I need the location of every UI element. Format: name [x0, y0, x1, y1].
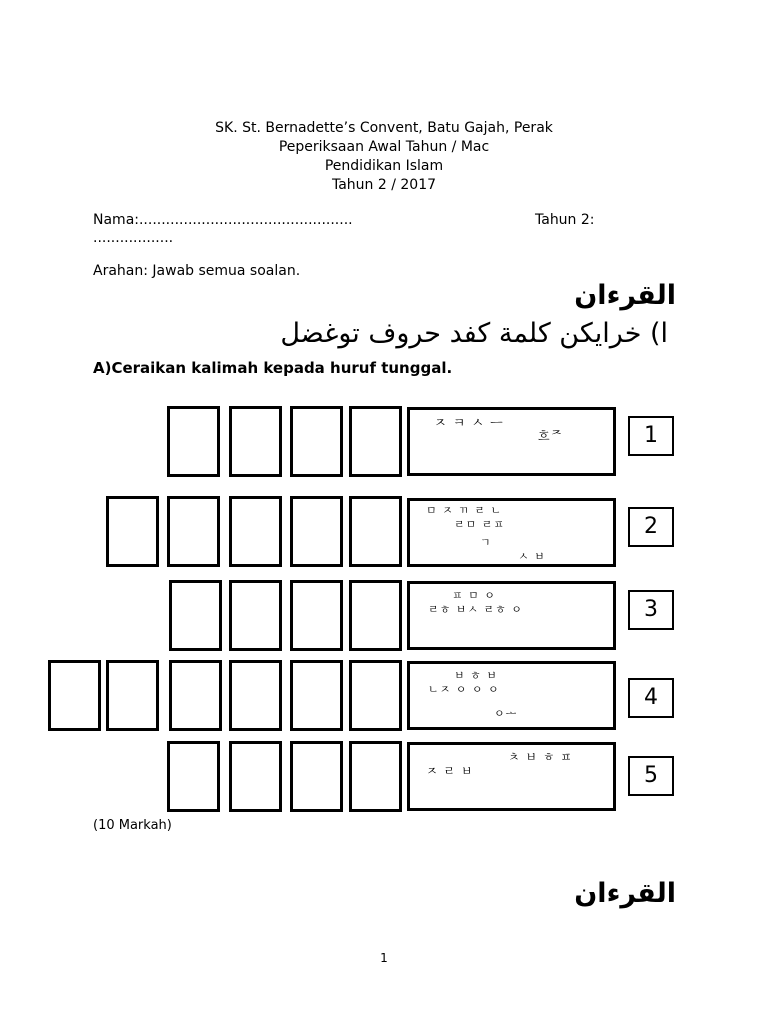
answer-box[interactable] [290, 741, 343, 812]
scrambled-glyphs: 흐ᄌ [538, 429, 564, 443]
scrambled-letters-box [407, 742, 616, 811]
answer-box[interactable] [229, 580, 282, 651]
scrambled-letters-box [407, 661, 616, 730]
scrambled-glyphs: ㄴㅈ ㅇ ㅇ ㅇ [428, 683, 500, 696]
question-instruction: A)Ceraikan kalimah kepada huruf tunggal. [93, 359, 453, 377]
answer-box[interactable] [229, 741, 282, 812]
scrambled-glyphs: ㅇᅩ [494, 707, 518, 720]
name-field-label: Nama:................................................ [93, 212, 353, 228]
answer-box[interactable] [290, 406, 343, 477]
section-title-arabic: القرءان [574, 280, 676, 311]
answer-box[interactable] [349, 406, 402, 477]
answer-box[interactable] [106, 660, 159, 731]
scrambled-glyphs: ㅈ ㅋ ㅅ ᅳ [434, 416, 504, 431]
answer-box[interactable] [349, 580, 402, 651]
year-title: Tahun 2 / 2017 [331, 177, 437, 193]
answer-box[interactable] [167, 741, 220, 812]
scrambled-glyphs: ㅈ ㄹ ㅂ [426, 764, 474, 778]
subject-title: Pendidikan Islam [324, 158, 444, 174]
scrambled-glyphs: ㅊ ㅂ ㅎ ㅍ [508, 750, 573, 764]
scrambled-letters-box [407, 407, 616, 476]
question-number: 5 [628, 756, 674, 796]
scrambled-glyphs: ㅁ ㅈ ㄲ ㄹ ㄴ [426, 504, 503, 517]
scrambled-letters-box [407, 581, 616, 650]
scrambled-glyphs: ㅂ ㅎ ㅂ [454, 669, 498, 682]
answer-box[interactable] [349, 496, 402, 567]
instructions: Arahan: Jawab semua soalan. [93, 263, 301, 279]
exam-title: Peperiksaan Awal Tahun / Mac [278, 139, 490, 155]
scrambled-glyphs: ㄹㅎ ㅂㅅ ㄹㅎ ㅇ [428, 603, 523, 616]
question-number: 1 [628, 416, 674, 456]
answer-box[interactable] [167, 496, 220, 567]
scrambled-glyphs: ㅍ ㅁ ㅇ [452, 589, 496, 602]
answer-box[interactable] [349, 741, 402, 812]
school-name: SK. St. Bernadette’s Convent, Batu Gajah, Perak [215, 120, 553, 136]
scrambled-glyphs: ㄱ [480, 536, 492, 549]
answer-box[interactable] [290, 496, 343, 567]
section-subtitle-arabic: ا) خرايكن كلمة كفد حروف توغضل [280, 318, 668, 349]
scrambled-glyphs: ㅅ ㅂ [518, 550, 546, 563]
question-number: 3 [628, 590, 674, 630]
answer-box[interactable] [48, 660, 101, 731]
section2-title-arabic: القرءان [574, 878, 676, 909]
scrambled-glyphs: ㄹㅁ ㄹㅍ [454, 518, 506, 531]
marks-label: (10 Markah) [93, 818, 172, 833]
answer-box[interactable] [106, 496, 159, 567]
answer-box[interactable] [229, 496, 282, 567]
page-number: 1 [380, 951, 388, 965]
answer-box[interactable] [229, 660, 282, 731]
class-field-dots: .................. [93, 230, 174, 246]
answer-box[interactable] [229, 406, 282, 477]
answer-box[interactable] [290, 580, 343, 651]
answer-box[interactable] [349, 660, 402, 731]
question-number: 2 [628, 507, 674, 547]
question-number: 4 [628, 678, 674, 718]
class-field-label: Tahun 2: [535, 212, 595, 228]
answer-box[interactable] [169, 660, 222, 731]
scrambled-letters-box [407, 498, 616, 567]
answer-box[interactable] [169, 580, 222, 651]
answer-box[interactable] [290, 660, 343, 731]
answer-box[interactable] [167, 406, 220, 477]
